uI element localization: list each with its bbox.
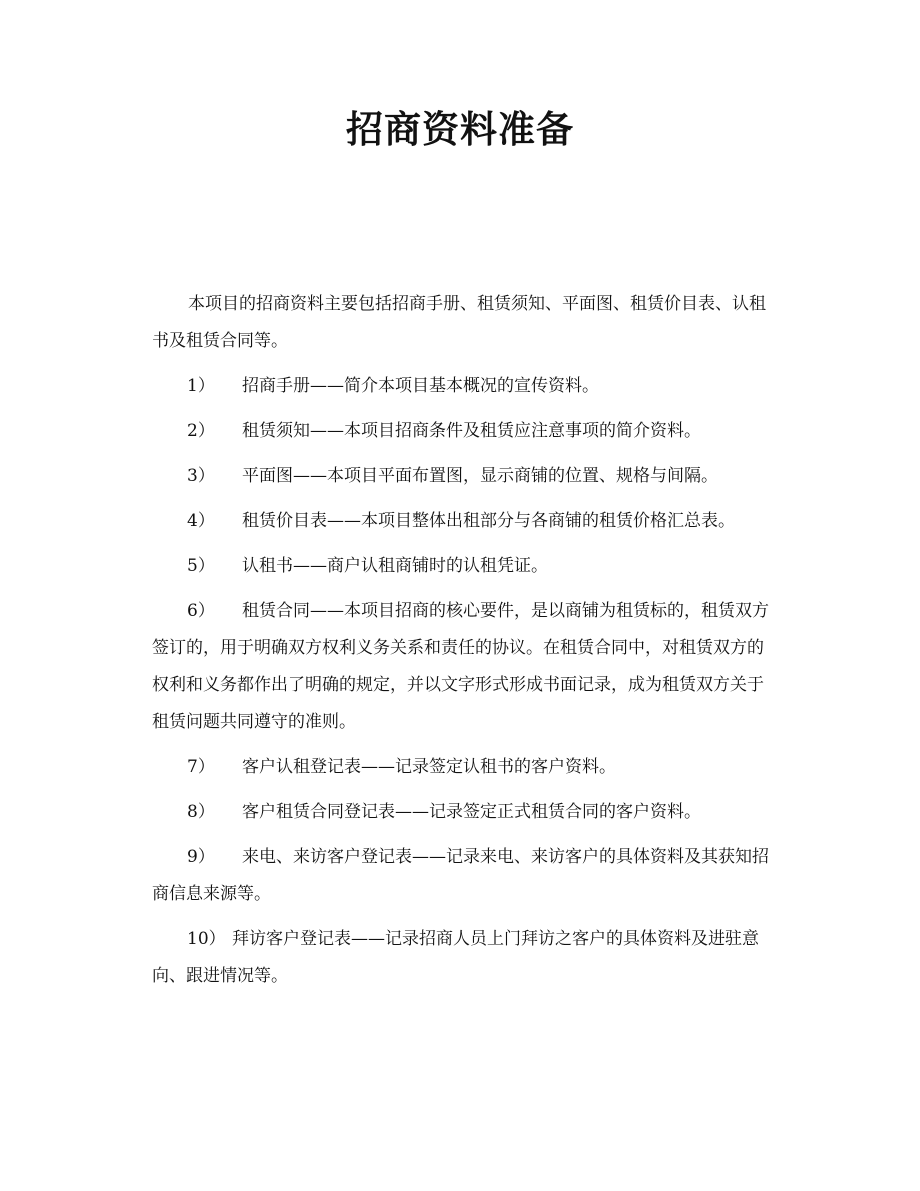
list-item [152,749,772,786]
document-body [152,286,772,1003]
list-item-text: 平面图——本项目平面布置图，显示商铺的位置、规格与间隔。 [242,466,718,486]
list-item-number: 3） [187,466,215,486]
list-item-text: 拜访客户登记表——记录招商人员上门拜访之客户的具体资料及进驻意向、跟进情况等。 [152,929,759,986]
list-item-text: 租赁须知——本项目招商条件及租赁应注意事项的简介资料。 [242,421,701,441]
list-item-number: 10） [187,929,226,949]
list-item [152,368,772,405]
page-title: 招商资料准备 [346,107,574,151]
list-item-text: 来电、来访客户登记表——记录来电、来访客户的具体资料及其获知招商信息来源等。 [152,847,769,904]
list-item [152,458,772,495]
list-item-number: 1） [187,376,215,396]
list-item-text: 客户租赁合同登记表——记录签定正式租赁合同的客户资料。 [242,802,701,822]
list-item-number: 4） [187,511,215,531]
intro-paragraph: 本项目的招商资料主要包括招商手册、租赁须知、平面图、租赁价目表、认租书及租赁合同等。 [152,294,766,351]
list-item-number: 2） [187,421,215,441]
list-item-number: 9） [187,847,215,867]
list-item [152,593,772,741]
list-item [152,503,772,540]
list-item [152,921,772,995]
list-item-number: 7） [187,757,215,777]
list-item [152,413,772,450]
list-item-number: 5） [187,556,215,576]
list-item-text: 客户认租登记表——记录签定认租书的客户资料。 [242,757,616,777]
list-item-text: 租赁价目表——本项目整体出租部分与各商铺的租赁价格汇总表。 [242,511,735,531]
list-item-text: 认租书——商户认租商铺时的认租凭证。 [242,556,548,576]
list-item-text: 招商手册——简介本项目基本概况的宣传资料。 [242,376,599,396]
list-item [152,839,772,913]
list-item [152,548,772,585]
list-item-number: 8） [187,802,215,822]
list-item-text: 租赁合同——本项目招商的核心要件，是以商铺为租赁标的，租赁双方签订的，用于明确双方权利义务关系和责任的协议。在租赁合同中，对租赁双方的权利和义务都作出了明确的规定，并以文字形式形成书面记录，成为租赁双方关于租赁问题共同遵守的准则。 [152,601,769,732]
list-item-number: 6） [187,601,215,621]
list-item [152,794,772,831]
